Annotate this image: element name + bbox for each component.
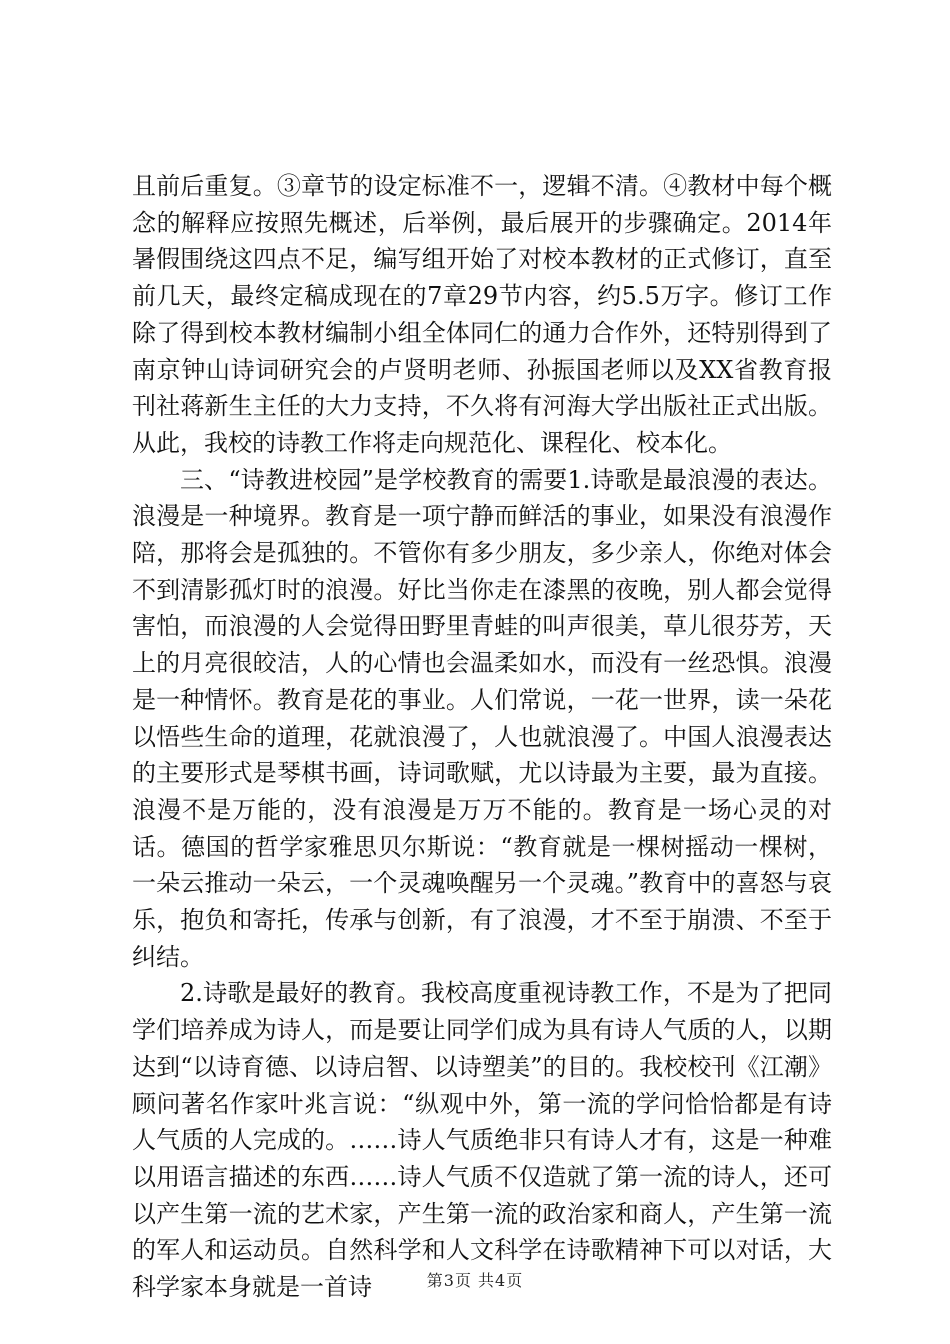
paragraph-2: 三、“诗教进校园”是学校教育的需要1.诗歌是最浪漫的表达。浪漫是一种境界。教育是一项宁静而鲜活的事业，如果没有浪漫作陪，那将会是孤独的。不管你有多少朋友，多少亲人，你绝对体会不到清影孤灯时的浪漫。好比当你走在漆黑的夜晚，别人都会觉得害怕，而浪漫的人会觉得田野里青蛙的叫声很美，草儿很芬芳，天上的月亮很皎洁，人的心情也会温柔如水，而没有一丝恐惧。浪漫是一种情怀。教育是花的事业。人们常说，一花一世界，读一朵花以悟些生命的道理，花就浪漫了，人也就浪漫了。中国人浪漫表达的主要形式是琴棋书画，诗词歌赋，尤以诗最为主要，最为直接。浪漫不是万能的，没有浪漫是万万不能的。教育是一场心灵的对话。德国的哲学家雅思贝尔斯说：“教育就是一棵树摇动一棵树，一朵云推动一朵云，一个灵魂唤醒另一个灵魂。”教育中的喜怒与哀乐，抱负和寄托，传承与创新，有了浪漫，才不至于崩溃、不至于纠结。	[132, 465, 832, 971]
paragraph-3: 2.诗歌是最好的教育。我校高度重视诗教工作，不是为了把同学们培养成为诗人，而是要让同学们成为具有诗人气质的人，以期达到“以诗育德、以诗启智、以诗塑美”的目的。我校校刊《江潮》顾问著名作家叶兆言说：“纵观中外，第一流的学问恰恰都是有诗人气质的人完成的。……诗人气质绝非只有诗人才有，这是一种难以用语言描述的东西……诗人气质不仅造就了第一流的诗人，还可以产生第一流的艺术家，产生第一流的政治家和商人，产生第一流的军人和运动员。自然科学和人文科学在诗歌精神下可以对话，大科学家本身就是一首诗	[132, 979, 832, 1302]
paragraph-1: 且前后重复。③章节的设定标准不一，逻辑不清。④教材中每个概念的解释应按照先概述，后举例，最后展开的步骤确定。2014年暑假围绕这四点不足，编写组开始了对校本教材的正式修订，直至前几天，最终定稿成现在的7章29节内容，约5.5万字。修订工作除了得到校本教材编制小组全体同仁的通力合作外，还特别得到了南京钟山诗词研究会的卢贤明老师、孙振国老师以及XX省教育报刊社蒋新生主任的大力支持，不久将有河海大学出版社正式出版。从此，我校的诗教工作将走向规范化、课程化、校本化。	[132, 172, 832, 457]
page-number-footer: 第3页 共4页	[426, 1271, 524, 1290]
document-body	[132, 168, 832, 1306]
